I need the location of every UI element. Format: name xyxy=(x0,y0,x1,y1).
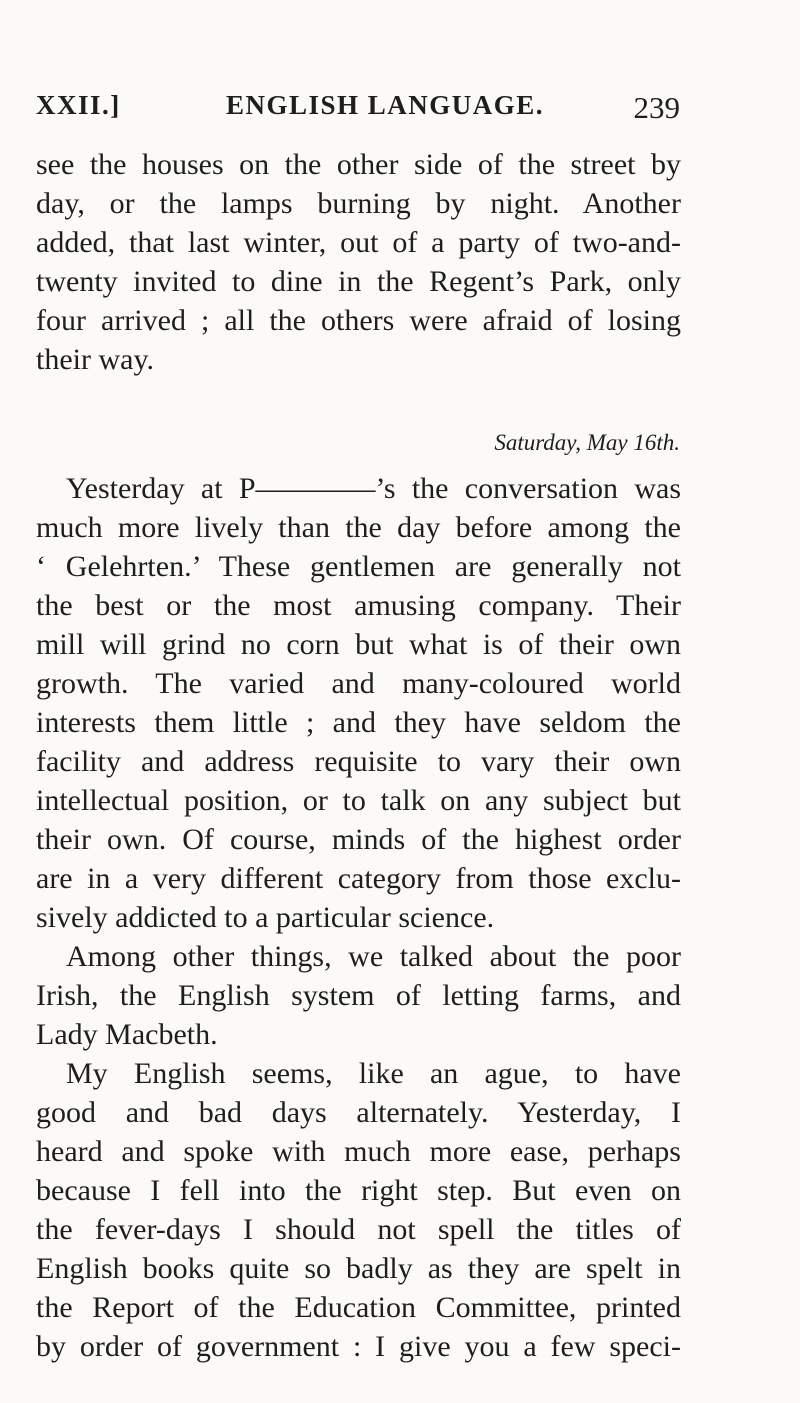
text-line: four arrived ; all the others were afraid of losing xyxy=(36,304,681,337)
running-title: ENGLISH LANGUAGE. xyxy=(226,90,545,120)
text-line: their way. xyxy=(36,343,155,376)
text-line: sively addicted to a particular science. xyxy=(36,901,495,934)
text-line: added, that last winter, out of a party of two-and- xyxy=(36,226,681,259)
text-line: their own. Of course, minds of the highest order xyxy=(36,823,681,856)
text-line: good and bad days alternately. Yesterday, I xyxy=(36,1096,681,1129)
text-line: much more lively than the day before among the xyxy=(36,511,681,544)
text-line: English books quite so badly as they are spelt in xyxy=(36,1252,681,1285)
text-line: Yesterday at P————’s the conversation was xyxy=(66,472,681,505)
text-line: day, or the lamps burning by night. Another xyxy=(36,187,681,220)
dateline: Saturday, May 16th. xyxy=(494,430,680,455)
running-header xyxy=(36,90,680,130)
text-line: the fever-days I should not spell the titles of xyxy=(36,1213,681,1246)
text-line: Lady Macbeth. xyxy=(36,1018,218,1051)
text-line: by order of government : I give you a few speci- xyxy=(36,1330,681,1363)
text-line: heard and spoke with much more ease, perhaps xyxy=(36,1135,681,1168)
text-line: interests them little ; and they have seldom the xyxy=(36,706,681,739)
text-line: because I fell into the right step. But even on xyxy=(36,1174,681,1207)
text-line: Among other things, we talked about the poor xyxy=(66,940,681,973)
text-line: twenty invited to dine in the Regent’s Park, only xyxy=(36,265,681,298)
text-line: Irish, the English system of letting farms, and xyxy=(36,979,681,1012)
text-line: intellectual position, or to talk on any subject but xyxy=(36,784,681,817)
text-line: growth. The varied and many-coloured world xyxy=(36,667,681,700)
text-line: My English seems, like an ague, to have xyxy=(66,1057,681,1090)
text-line: see the houses on the other side of the street by xyxy=(36,148,681,181)
text-line: facility and address requisite to vary their own xyxy=(36,745,681,778)
text-line: the Report of the Education Committee, printed xyxy=(36,1291,681,1324)
text-line: ‘ Gelehrten.’ These gentlemen are generally not xyxy=(36,550,681,583)
page-number: 239 xyxy=(633,90,680,125)
text-line: mill will grind no corn but what is of their own xyxy=(36,628,681,661)
text-line: the best or the most amusing company. Their xyxy=(36,589,681,622)
text-line: are in a very different category from those exclu- xyxy=(36,862,681,895)
chapter-number: XXII.] xyxy=(36,90,121,120)
